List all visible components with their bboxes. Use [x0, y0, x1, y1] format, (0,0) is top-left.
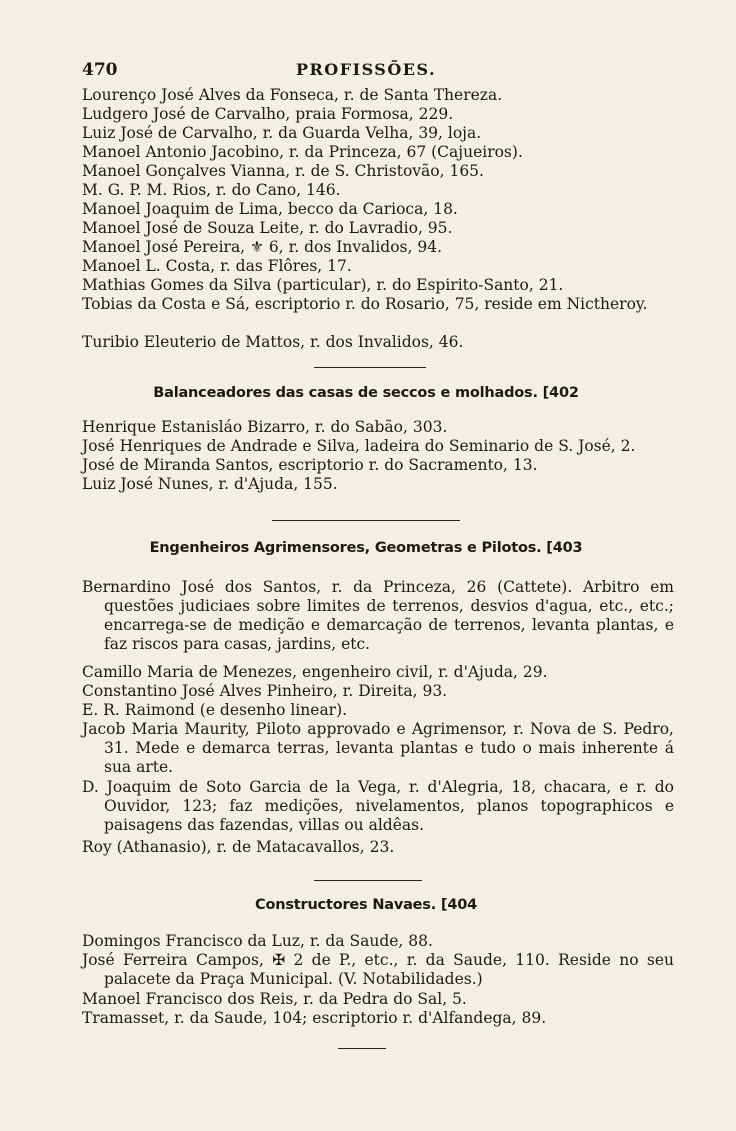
section-divider — [314, 880, 422, 881]
list-item: Roy (Athanasio), r. de Matacavallos, 23. — [82, 838, 395, 856]
list-item: M. G. P. M. Rios, r. do Cano, 146. — [82, 181, 341, 199]
section-heading: Constructores Navaes. [404 — [255, 897, 477, 913]
list-item: Luiz José Nunes, r. d'Ajuda, 155. — [82, 475, 338, 493]
section-heading: Engenheiros Agrimensores, Geometras e Pilotos. [403 — [149, 540, 583, 556]
list-item: Constantino José Alves Pinheiro, r. Direita, 93. — [82, 682, 448, 700]
list-item: Ludgero José de Carvalho, praia Formosa, 229. — [82, 105, 454, 123]
list-item: Manoel Antonio Jacobino, r. da Princeza, 67 (Cajueiros). — [82, 143, 523, 161]
list-item: José de Miranda Santos, escriptorio r. do Sacramento, 13. — [82, 456, 538, 474]
list-item: Turibio Eleuterio de Mattos, r. dos Invalidos, 46. — [82, 333, 464, 351]
list-item: Lourenço José Alves da Fonseca, r. de Santa Thereza. — [82, 86, 503, 104]
list-item: Manoel José Pereira, ⚜ 6, r. dos Invalidos, 94. — [82, 238, 442, 256]
list-item: Domingos Francisco da Luz, r. da Saude, 88. — [82, 932, 433, 950]
list-item: Mathias Gomes da Silva (particular), r. do Espirito-Santo, 21. — [82, 276, 564, 294]
list-item: José Ferreira Campos, ✠ 2 de P., etc., r. da Saude, 110. Reside no seu palacete da Praça Municipal. (V. Notabilidades.) — [82, 951, 674, 988]
list-item: José Henriques de Andrade e Silva, ladeira do Seminario de S. José, 2. — [82, 437, 636, 455]
list-item: Jacob Maria Maurity, Piloto approvado e Agrimensor, r. Nova de S. Pedro, 31. Mede e demarca terras, levanta plantas e tudo o mais inherente á sua arte. — [82, 720, 674, 776]
list-item: Luiz José de Carvalho, r. da Guarda Velha, 39, loja. — [82, 124, 482, 142]
section-heading: Balanceadores das casas de seccos e molhados. [402 — [153, 385, 579, 401]
list-item: D. Joaquim de Soto Garcia de la Vega, r. d'Alegria, 18, chacara, e r. do Ouvidor, 123; faz medições, nivelamentos, planos topographicos e paisagens das fazendas, villas ou aldêas. — [82, 778, 674, 834]
list-item: Camillo Maria de Menezes, engenheiro civil, r. d'Ajuda, 29. — [82, 663, 548, 681]
list-item: Manoel Francisco dos Reis, r. da Pedra do Sal, 5. — [82, 990, 467, 1008]
list-item: Manoel L. Costa, r. das Flôres, 17. — [82, 257, 352, 275]
list-item: Manoel Gonçalves Vianna, r. de S. Christovão, 165. — [82, 162, 484, 180]
section-divider — [314, 367, 426, 368]
page-header — [82, 60, 650, 82]
list-item: Manoel José de Souza Leite, r. do Lavradio, 95. — [82, 219, 453, 237]
section-divider — [272, 520, 460, 521]
list-item: Tobias da Costa e Sá, escriptorio r. do Rosario, 75, reside em Nictheroy. — [82, 295, 648, 313]
list-item: Bernardino José dos Santos, r. da Princeza, 26 (Cattete). Arbitro em questões judiciaes sobre limites de terrenos, desvios d'agua, etc., etc.; encarrega-se de medição e demarcação de terrenos, levanta plantas, e faz riscos para casas, jardins, etc. — [82, 578, 674, 653]
section-divider — [338, 1048, 386, 1049]
list-item: Henrique Estanisláo Bizarro, r. do Sabão, 303. — [82, 418, 448, 436]
page-number: 470 — [82, 60, 118, 80]
running-title: PROFISSÕES. — [295, 60, 437, 79]
list-item: Tramasset, r. da Saude, 104; escriptorio r. d'Alfandega, 89. — [82, 1009, 547, 1027]
list-item: Manoel Joaquim de Lima, becco da Carioca, 18. — [82, 200, 458, 218]
list-item: E. R. Raimond (e desenho linear). — [82, 701, 348, 719]
